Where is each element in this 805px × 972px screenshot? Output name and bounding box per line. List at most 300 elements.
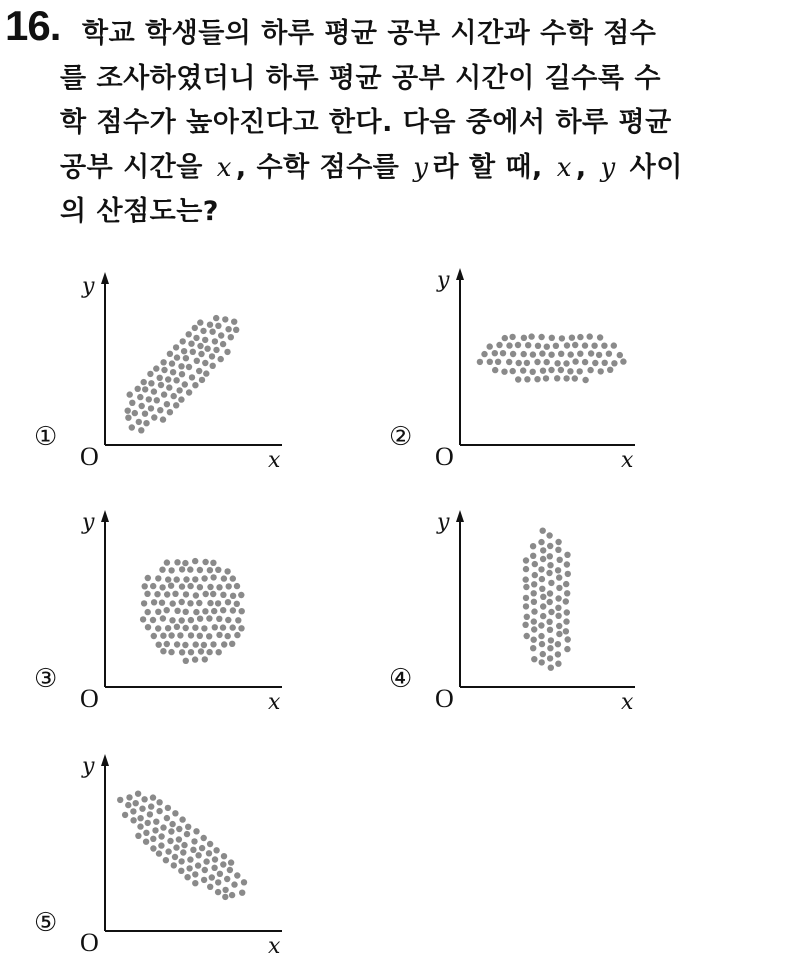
scatter-dot xyxy=(173,344,179,350)
scatter-dot xyxy=(224,876,230,882)
scatter-dot xyxy=(524,360,530,366)
scatter-dot xyxy=(164,591,170,597)
scatter-dot xyxy=(198,351,204,357)
question-line-4 xyxy=(60,146,750,191)
scatter-dot xyxy=(216,649,222,655)
scatter-dot xyxy=(165,576,171,582)
scatter-dot xyxy=(502,335,508,341)
scatter-dot xyxy=(159,584,165,590)
scatter-dot xyxy=(220,624,226,630)
scatter-dot xyxy=(168,583,174,589)
scatter-dot xyxy=(564,561,570,567)
scatter-dot xyxy=(192,576,198,582)
scatter-dot xyxy=(179,617,185,623)
question-line-2: 를 조사하였더니 하루 평균 공부 시간이 길수록 수 xyxy=(60,62,661,94)
scatter-dot xyxy=(169,360,175,366)
scatter-dot xyxy=(197,567,203,573)
scatter-dot xyxy=(186,364,192,370)
option-4[interactable] xyxy=(385,502,685,732)
question-line-1: 학교 학생들의 하루 평균 공부 시간과 수학 점수 xyxy=(82,18,657,49)
scatter-dot xyxy=(188,617,194,623)
scatter-dot xyxy=(167,838,173,844)
scatter-dot xyxy=(209,874,215,880)
option-1-number: ① xyxy=(34,422,58,452)
scatter-dot xyxy=(534,359,540,365)
origin-label: O xyxy=(80,684,99,713)
scatter-dot xyxy=(183,576,189,582)
scatter-dot xyxy=(221,641,227,647)
scatter-dot xyxy=(143,420,149,426)
scatter-dot xyxy=(169,821,175,827)
scatter-dot xyxy=(202,867,208,873)
scatter-dot xyxy=(547,655,553,661)
scatter-dot xyxy=(178,868,184,874)
scatter-dot xyxy=(548,367,554,373)
scatter-dot xyxy=(193,592,199,598)
scatter-dot xyxy=(531,637,537,643)
scatter-dot xyxy=(540,528,546,534)
scatter-dot xyxy=(500,350,506,356)
scatter-dot xyxy=(202,337,208,343)
scatter-dot xyxy=(196,600,202,606)
scatter-dot xyxy=(225,633,231,639)
scatter-dot xyxy=(597,334,603,340)
scatter-dot xyxy=(547,543,553,549)
scatter-dot xyxy=(168,632,174,638)
scatter-dot xyxy=(220,592,226,598)
x-axis-label: x xyxy=(621,448,634,473)
scatter-dot xyxy=(521,351,527,357)
scatter-dot xyxy=(530,351,536,357)
scatter-dot xyxy=(556,623,562,629)
scatter-dot xyxy=(192,382,198,388)
scatter-dot xyxy=(203,370,209,376)
scatter-dot xyxy=(540,547,546,553)
scatter-dot xyxy=(201,642,207,648)
scatter-dot xyxy=(563,598,569,604)
y-axis-label: y xyxy=(437,510,450,535)
scatter-dot xyxy=(181,842,187,848)
scatter-dot xyxy=(540,556,546,562)
scatter-dot xyxy=(220,861,226,867)
scatter-dot xyxy=(225,599,231,605)
x-axis-label: x xyxy=(268,448,281,473)
scatter-dot xyxy=(534,376,540,382)
scatter-dot xyxy=(160,615,166,621)
scatter-dot xyxy=(568,351,574,357)
scatter-dot xyxy=(572,375,578,381)
scatter-dot xyxy=(150,794,156,800)
scatter-dot xyxy=(193,335,199,341)
scatter-dot xyxy=(198,648,204,654)
scatter-dot xyxy=(186,865,192,871)
option-2-number: ② xyxy=(389,422,413,452)
scatter-dot xyxy=(577,368,583,374)
scatter-dot xyxy=(553,343,559,349)
scatter-dot xyxy=(188,341,194,347)
scatter-dot xyxy=(569,335,575,341)
scatter-dot xyxy=(572,358,578,364)
scatter-dot xyxy=(202,608,208,614)
scatter-dot xyxy=(190,349,196,355)
scatter-dot xyxy=(215,879,221,885)
scatter-dot xyxy=(230,593,236,599)
scatter-dot xyxy=(540,594,546,600)
scatter-dot xyxy=(156,642,162,648)
scatter-dot xyxy=(231,881,237,887)
scatter-dot xyxy=(546,619,552,625)
scatter-dot xyxy=(554,375,560,381)
scatter-dot xyxy=(156,808,162,814)
scatter-dot xyxy=(532,561,538,567)
scatter-plot-circular xyxy=(30,502,330,732)
scatter-dot xyxy=(531,656,537,662)
scatter-dot xyxy=(547,553,553,559)
scatter-dot xyxy=(204,346,210,352)
scatter-dot xyxy=(540,613,546,619)
scatter-dot xyxy=(524,376,530,382)
scatter-dot xyxy=(601,343,607,349)
scatter-dot xyxy=(510,368,516,374)
scatter-dot xyxy=(523,584,529,590)
scatter-dot xyxy=(602,360,608,366)
variable-y: y xyxy=(600,152,616,183)
scatter-dot xyxy=(177,632,183,638)
scatter-dot xyxy=(611,342,617,348)
scatter-dot xyxy=(524,614,530,620)
scatter-dot xyxy=(160,359,166,365)
scatter-dot xyxy=(163,857,169,863)
scatter-dot xyxy=(229,641,235,647)
scatter-dot xyxy=(572,342,578,348)
scatter-dot xyxy=(546,570,552,576)
scatter-dot xyxy=(170,369,176,375)
scatter-dot xyxy=(164,815,170,821)
scatter-dot xyxy=(238,625,244,631)
scatter-dot xyxy=(197,343,203,349)
scatter-dot xyxy=(122,812,128,818)
y-axis-arrow xyxy=(101,510,109,522)
question-text xyxy=(60,12,750,235)
scatter-dot xyxy=(233,327,239,333)
scatter-dot xyxy=(547,627,553,633)
scatter-dot xyxy=(509,334,515,340)
scatter-dot xyxy=(137,815,143,821)
scatter-dot xyxy=(135,386,141,392)
origin-label: O xyxy=(80,928,99,957)
scatter-dots xyxy=(117,791,247,901)
scatter-dot xyxy=(206,649,212,655)
scatter-dot xyxy=(538,334,544,340)
scatter-dot xyxy=(179,599,185,605)
scatter-dots xyxy=(522,528,571,671)
option-4-number: ④ xyxy=(389,664,413,694)
scatter-dot xyxy=(213,315,219,321)
scatter-dot xyxy=(582,359,588,365)
scatter-dot xyxy=(145,609,151,615)
scatter-dot xyxy=(186,331,192,337)
scatter-dot xyxy=(209,353,215,359)
scatter-dot xyxy=(555,651,561,657)
scatter-dot xyxy=(192,558,198,564)
scatter-dot xyxy=(176,387,182,393)
scatter-dot xyxy=(157,407,163,413)
scatter-dot xyxy=(165,625,171,631)
scatter-dot xyxy=(147,811,153,817)
scatter-dot xyxy=(197,616,203,622)
scatter-dot xyxy=(547,599,553,605)
scatter-dot xyxy=(577,351,583,357)
scatter-dot xyxy=(559,335,565,341)
scatter-dot xyxy=(506,359,512,365)
scatter-dot xyxy=(187,856,193,862)
scatter-dot xyxy=(150,836,156,842)
scatter-dot xyxy=(207,584,213,590)
scatter-dot xyxy=(167,409,173,415)
scatter-dot xyxy=(523,576,529,582)
scatter-dot xyxy=(159,600,165,606)
scatter-dot xyxy=(520,367,526,373)
scatter-dot xyxy=(227,867,233,873)
scatter-dot xyxy=(179,371,185,377)
origin-label: O xyxy=(435,684,454,713)
y-axis-label: y xyxy=(82,274,95,299)
scatter-dot xyxy=(145,624,151,630)
scatter-dot xyxy=(201,575,207,581)
scatter-dot xyxy=(156,850,162,856)
scatter-dot xyxy=(201,835,207,841)
scatter-dot xyxy=(192,871,198,877)
scatter-dot xyxy=(176,826,182,832)
scatter-dot xyxy=(137,394,143,400)
scatter-dot xyxy=(150,583,156,589)
scatter-dot xyxy=(186,389,192,395)
scatter-dot xyxy=(539,350,545,356)
scatter-dot xyxy=(234,583,240,589)
y-axis-arrow xyxy=(101,272,109,284)
scatter-dot xyxy=(546,532,552,538)
question-line-3: 학 점수가 높아진다고 한다. 다음 중에서 하루 평균 xyxy=(60,107,672,138)
scatter-dot xyxy=(218,356,224,362)
option-1[interactable] xyxy=(30,262,330,492)
scatter-dot xyxy=(195,862,201,868)
scatter-dot xyxy=(174,354,180,360)
scatter-dot xyxy=(207,841,213,847)
scatter-dot xyxy=(523,557,529,563)
option-2[interactable] xyxy=(385,262,685,492)
scatter-dot xyxy=(192,625,198,631)
x-axis-label: x xyxy=(621,690,634,715)
scatter-dot xyxy=(183,591,189,597)
scatter-dot xyxy=(129,400,135,406)
option-5-number: ⑤ xyxy=(34,908,58,938)
scatter-dot xyxy=(220,341,226,347)
scatter-dot xyxy=(192,656,198,662)
scatter-dot xyxy=(531,599,537,605)
scatter-dot xyxy=(184,874,190,880)
x-axis-label: x xyxy=(268,934,281,959)
scatter-dot xyxy=(184,831,190,837)
variable-x: x xyxy=(216,152,232,183)
scatter-dot xyxy=(125,408,131,414)
scatter-dot xyxy=(611,360,617,366)
scatter-dot xyxy=(532,572,538,578)
scatter-dot xyxy=(190,847,196,853)
scatter-dot xyxy=(206,615,212,621)
scatter-dot xyxy=(153,365,159,371)
scatter-dot xyxy=(183,609,189,615)
scatter-dot xyxy=(531,590,537,596)
scatter-dot xyxy=(563,581,569,587)
scatter-dot xyxy=(531,581,537,587)
scatter-dot xyxy=(125,802,131,808)
scatter-dot xyxy=(525,342,531,348)
scatter-dot xyxy=(521,335,527,341)
scatter-dot xyxy=(555,605,561,611)
scatter-dot xyxy=(582,377,588,383)
scatter-dot xyxy=(180,338,186,344)
scatter-dot xyxy=(238,592,244,598)
scatter-dot xyxy=(620,358,626,364)
scatter-dot xyxy=(157,375,163,381)
scatter-dot xyxy=(548,665,554,671)
scatter-dot xyxy=(596,352,602,358)
question-number: 16. xyxy=(5,2,61,49)
scatter-dot xyxy=(582,342,588,348)
scatter-dot xyxy=(138,427,144,433)
scatter-dot xyxy=(564,609,570,615)
scatter-dot xyxy=(510,351,516,357)
scatter-dot xyxy=(158,833,164,839)
scatter-dot xyxy=(538,539,544,545)
scatter-dot xyxy=(135,791,141,797)
scatter-dot xyxy=(146,396,152,402)
scatter-dot xyxy=(151,414,157,420)
scatter-dot xyxy=(555,613,561,619)
scatter-dot xyxy=(143,839,149,845)
scatter-dot xyxy=(212,856,218,862)
scatter-dot xyxy=(556,585,562,591)
y-axis-arrow xyxy=(456,510,464,522)
scatter-dot xyxy=(530,543,536,549)
scatter-dots xyxy=(140,558,245,664)
scatter-dot xyxy=(161,391,167,397)
scatter-dot xyxy=(168,828,174,834)
scatter-dot xyxy=(528,333,534,339)
scatter-dot xyxy=(188,649,194,655)
scatter-dot xyxy=(182,642,188,648)
scatter-dot xyxy=(555,539,561,545)
scatter-dot xyxy=(164,401,170,407)
scatter-dot xyxy=(174,641,180,647)
scatter-dot xyxy=(178,858,184,864)
scatter-dot xyxy=(222,894,228,900)
scatter-dot xyxy=(176,836,182,842)
scatter-dot xyxy=(148,405,154,411)
scatter-dot xyxy=(182,381,188,387)
scatter-dot xyxy=(135,833,141,839)
scatter-dot xyxy=(130,817,136,823)
scatter-dot xyxy=(228,859,234,865)
scatter-dot xyxy=(239,890,245,896)
scatter-dot xyxy=(129,424,135,430)
scatter-dot xyxy=(174,608,180,614)
scatter-dot xyxy=(179,583,185,589)
scatter-dot xyxy=(221,853,227,859)
scatter-dot xyxy=(215,600,221,606)
scatter-dot xyxy=(558,351,564,357)
scatter-dot xyxy=(235,617,241,623)
scatter-dot xyxy=(544,359,550,365)
scatter-dot xyxy=(501,369,507,375)
scatter-dot xyxy=(206,850,212,856)
scatter-dot xyxy=(210,574,216,580)
scatter-dot xyxy=(141,796,147,802)
scatter-dot xyxy=(563,618,569,624)
scatter-dot xyxy=(555,641,561,647)
scatter-dot xyxy=(539,576,545,582)
scatter-dot xyxy=(159,567,165,573)
scatter-dot xyxy=(210,363,216,369)
scatter-dot xyxy=(171,393,177,399)
y-axis-label: y xyxy=(437,268,450,293)
scatter-dot xyxy=(168,649,174,655)
scatter-dot xyxy=(151,388,157,394)
scatter-dot xyxy=(170,600,176,606)
scatter-dot xyxy=(523,603,529,609)
scatter-dot xyxy=(531,626,537,632)
scatter-dot xyxy=(145,575,151,581)
x-axis-label: x xyxy=(268,690,281,715)
scatter-dot xyxy=(212,624,218,630)
scatter-dot xyxy=(171,862,177,868)
scatter-dot xyxy=(515,376,521,382)
scatter-dot xyxy=(531,618,537,624)
scatter-dot xyxy=(142,411,148,417)
scatter-dot xyxy=(174,576,180,582)
scatter-dot xyxy=(194,358,200,364)
scatter-dot xyxy=(156,799,162,805)
scatter-dot xyxy=(196,368,202,374)
scatter-dot xyxy=(540,368,546,374)
scatter-dot xyxy=(222,887,228,893)
scatter-dot xyxy=(158,842,164,848)
scatter-dot xyxy=(539,659,545,665)
scatter-dot xyxy=(202,559,208,565)
scatter-dot xyxy=(155,609,161,615)
scatter-dot xyxy=(197,584,203,590)
scatter-dot xyxy=(567,368,573,374)
scatter-dot xyxy=(556,574,562,580)
scatter-dot xyxy=(150,617,156,623)
scatter-dot xyxy=(547,645,553,651)
scatter-dot xyxy=(192,325,198,331)
scatter-dot xyxy=(487,359,493,365)
scatter-dot xyxy=(492,350,498,356)
option-5[interactable] xyxy=(30,742,330,972)
scatter-dot xyxy=(239,608,245,614)
option-3[interactable] xyxy=(30,502,330,732)
y-axis-arrow xyxy=(456,268,464,280)
scatter-dot xyxy=(606,351,612,357)
scatter-dot xyxy=(522,622,528,628)
scatter-dot xyxy=(548,580,554,586)
scatter-dot xyxy=(142,386,148,392)
scatter-dot xyxy=(221,575,227,581)
scatter-dot xyxy=(148,803,154,809)
scatter-dot xyxy=(588,350,594,356)
scatter-dot xyxy=(133,800,139,806)
